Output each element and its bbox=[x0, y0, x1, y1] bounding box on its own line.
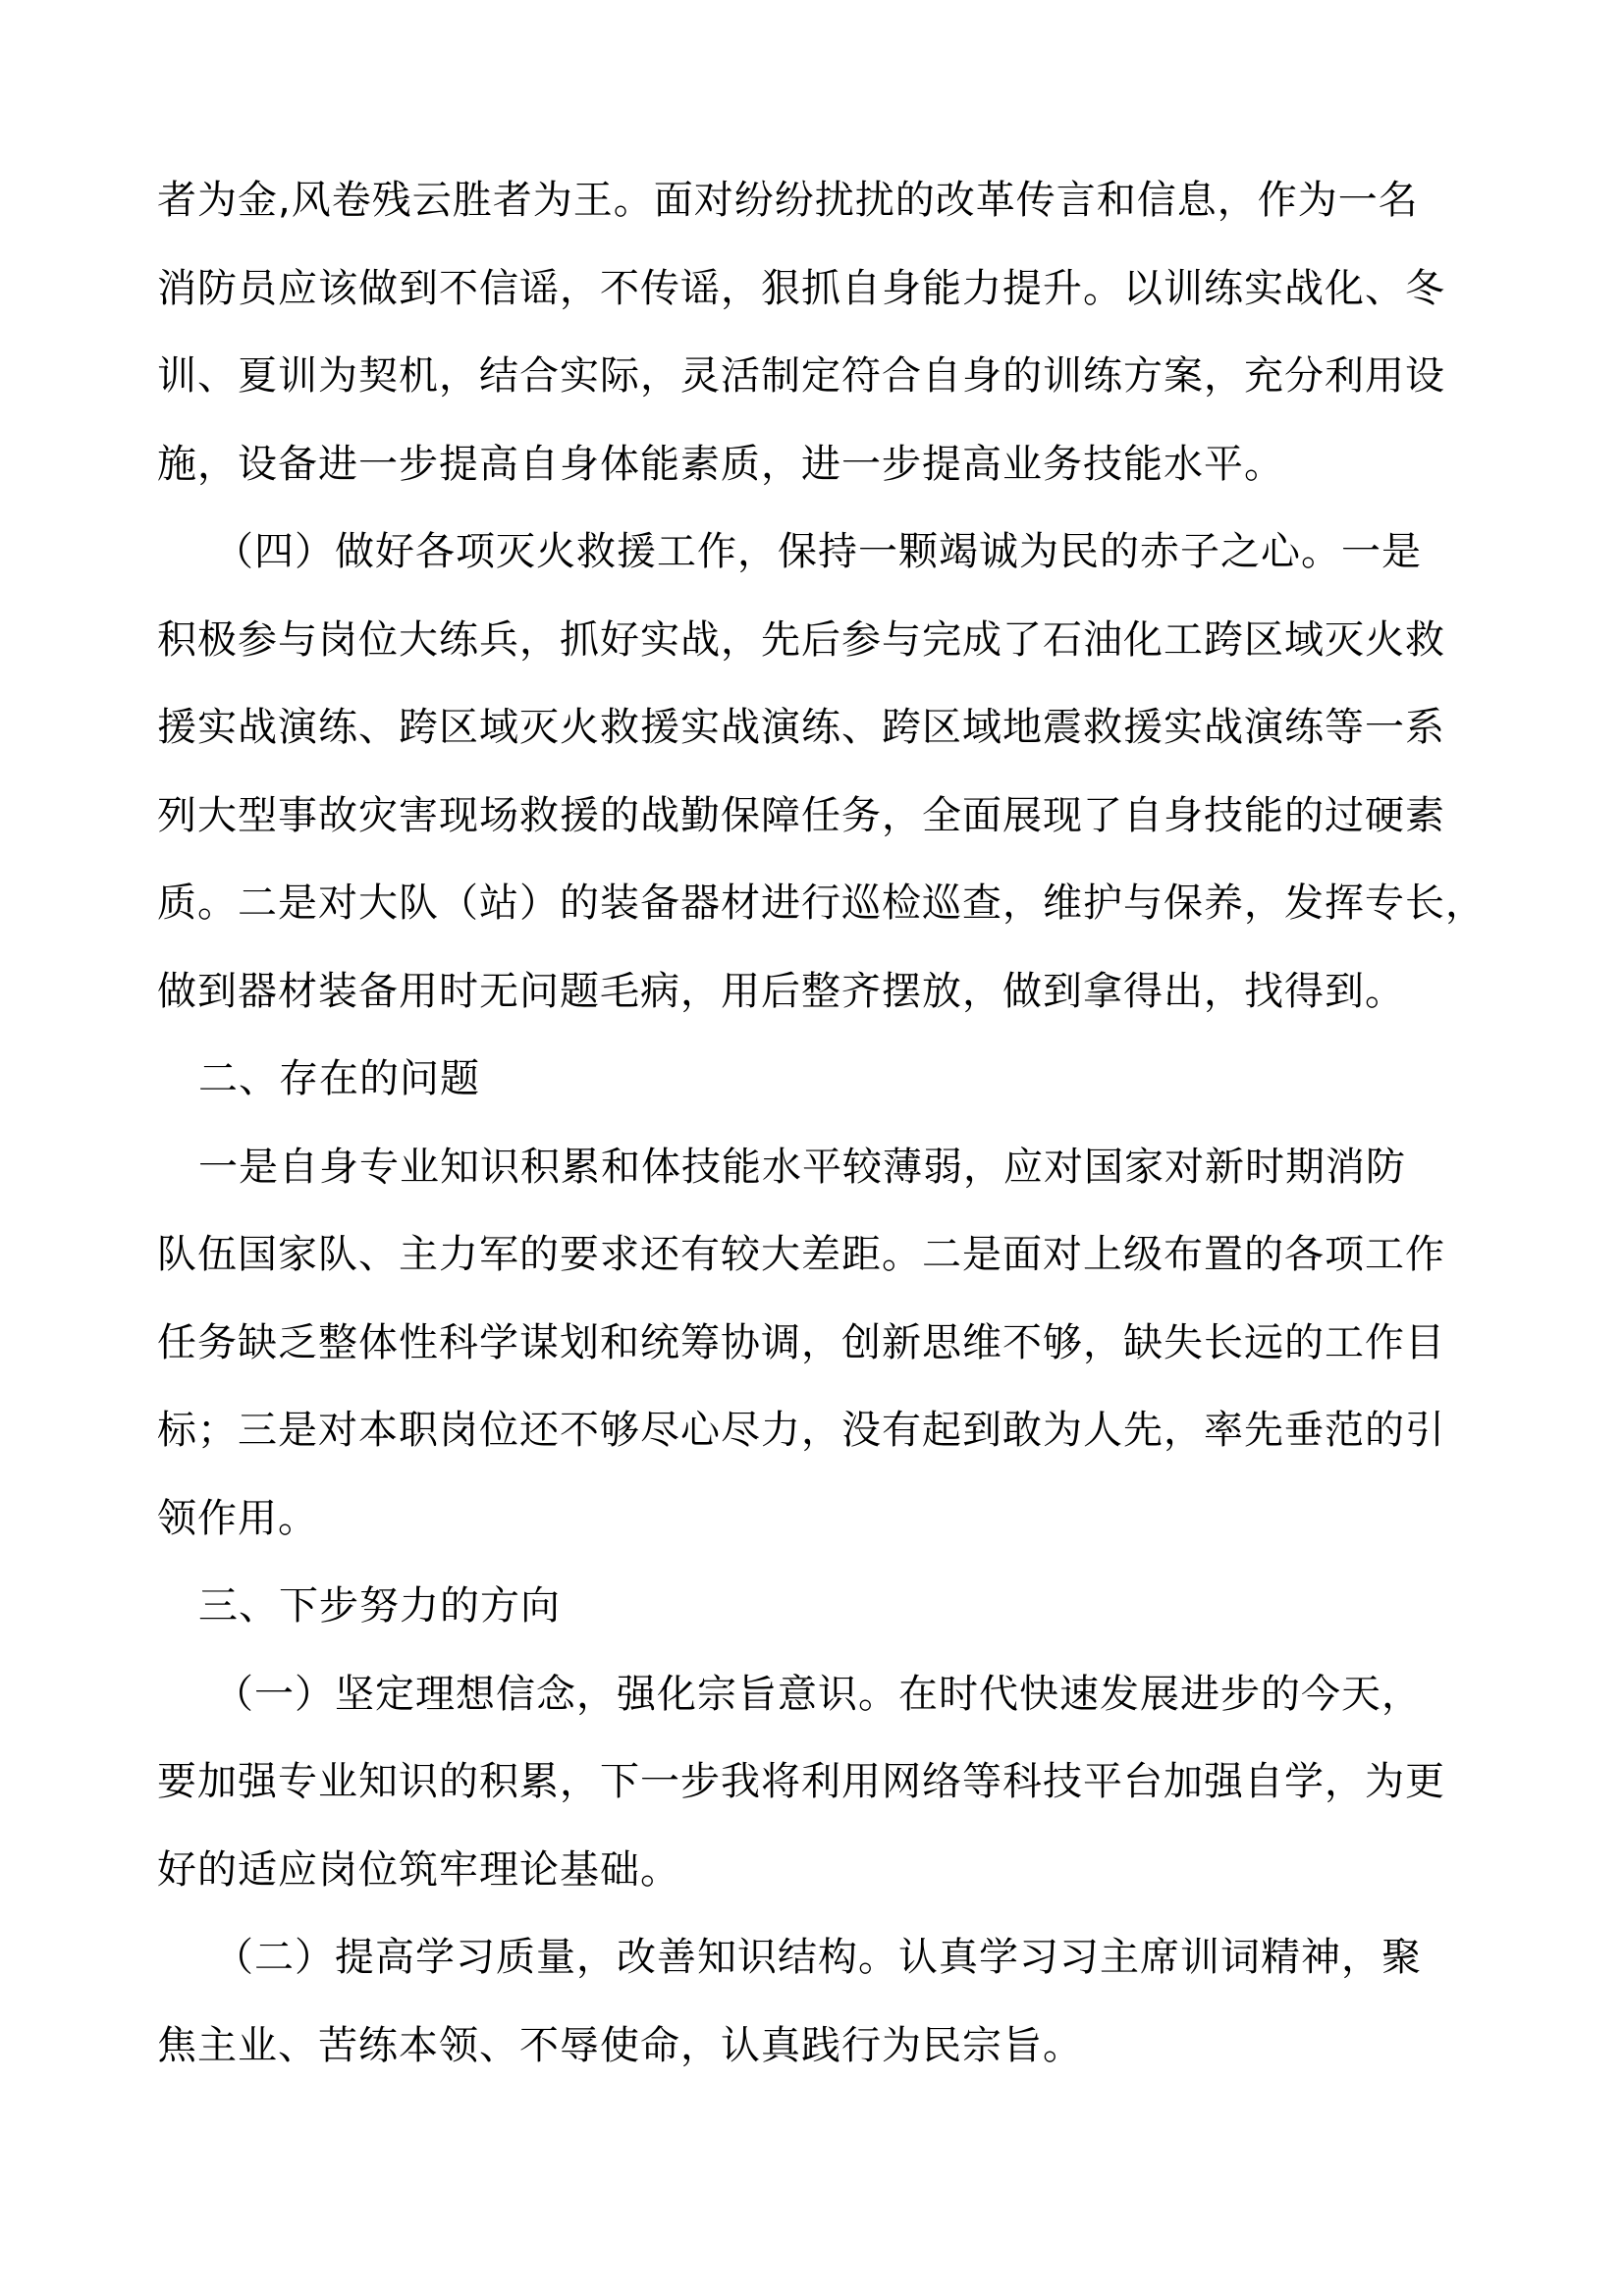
text-line: 领作用。 bbox=[157, 1495, 318, 1541]
text-line: 积极参与岗位大练兵，抓好实战，先后参与完成了石油化工跨区域灭火救 bbox=[157, 616, 1445, 663]
paragraph-start-line: （二）提高学习质量，改善知识结构。认真学习习主席训词精神，聚 bbox=[214, 1935, 1422, 1980]
text-line: 训、夏训为契机，结合实际，灵活制定符合自身的训练方案，充分利用设 bbox=[157, 353, 1445, 399]
section-heading-problems: 二、存在的问题 bbox=[198, 1056, 480, 1101]
paragraph-start-line: 一是自身专业知识积累和体技能水平较薄弱，应对国家对新时期消防 bbox=[198, 1144, 1406, 1190]
text-line: 者为金,风卷残云胜者为王。面对纷纷扰扰的改革传言和信息，作为一名 bbox=[157, 178, 1419, 223]
text-line: 标；三是对本职岗位还不够尽心尽力，没有起到敢为人先，率先垂范的引 bbox=[157, 1408, 1445, 1453]
section-heading-direction: 三、下步努力的方向 bbox=[198, 1583, 561, 1629]
text-line: 援实战演练、跨区域灭火救援实战演练、跨区域地震救援实战演练等一系 bbox=[157, 705, 1445, 750]
text-line: 队伍国家队、主力军的要求还有较大差距。二是面对上级布置的各项工作 bbox=[157, 1232, 1445, 1277]
text-line: 列大型事故灾害现场救援的战勤保障任务，全面展现了自身技能的过硬素 bbox=[157, 792, 1445, 838]
text-line: 消防员应该做到不信谣，不传谣，狠抓自身能力提升。以训练实战化、冬 bbox=[157, 265, 1445, 311]
paragraph-start-line: （一）坚定理想信念，强化宗旨意识。在时代快速发展进步的今天， bbox=[214, 1671, 1422, 1717]
text-line: 质。二是对大队（站）的装备器材进行巡检巡查，维护与保养，发挥专长， bbox=[157, 881, 1486, 926]
text-line: 做到器材装备用时无问题毛病，用后整齐摆放，做到拿得出，找得到。 bbox=[157, 968, 1405, 1014]
text-line: 焦主业、苦练本领、不辱使命，认真践行为民宗旨。 bbox=[157, 2022, 1083, 2068]
text-line: 要加强专业知识的积累，下一步我将利用网络等科技平台加强自学，为更 bbox=[157, 1759, 1445, 1804]
text-line: 任务缺乏整体性科学谋划和统筹协调，创新思维不够，缺失长远的工作目 bbox=[157, 1319, 1445, 1365]
paragraph-start-line: （四）做好各项灭火救援工作，保持一颗竭诚为民的赤子之心。一是 bbox=[214, 529, 1422, 574]
text-line: 施，设备进一步提高自身体能素质，进一步提高业务技能水平。 bbox=[157, 441, 1284, 487]
document-page bbox=[157, 157, 1492, 2090]
text-line: 好的适应岗位筑牢理论基础。 bbox=[157, 1846, 680, 1893]
